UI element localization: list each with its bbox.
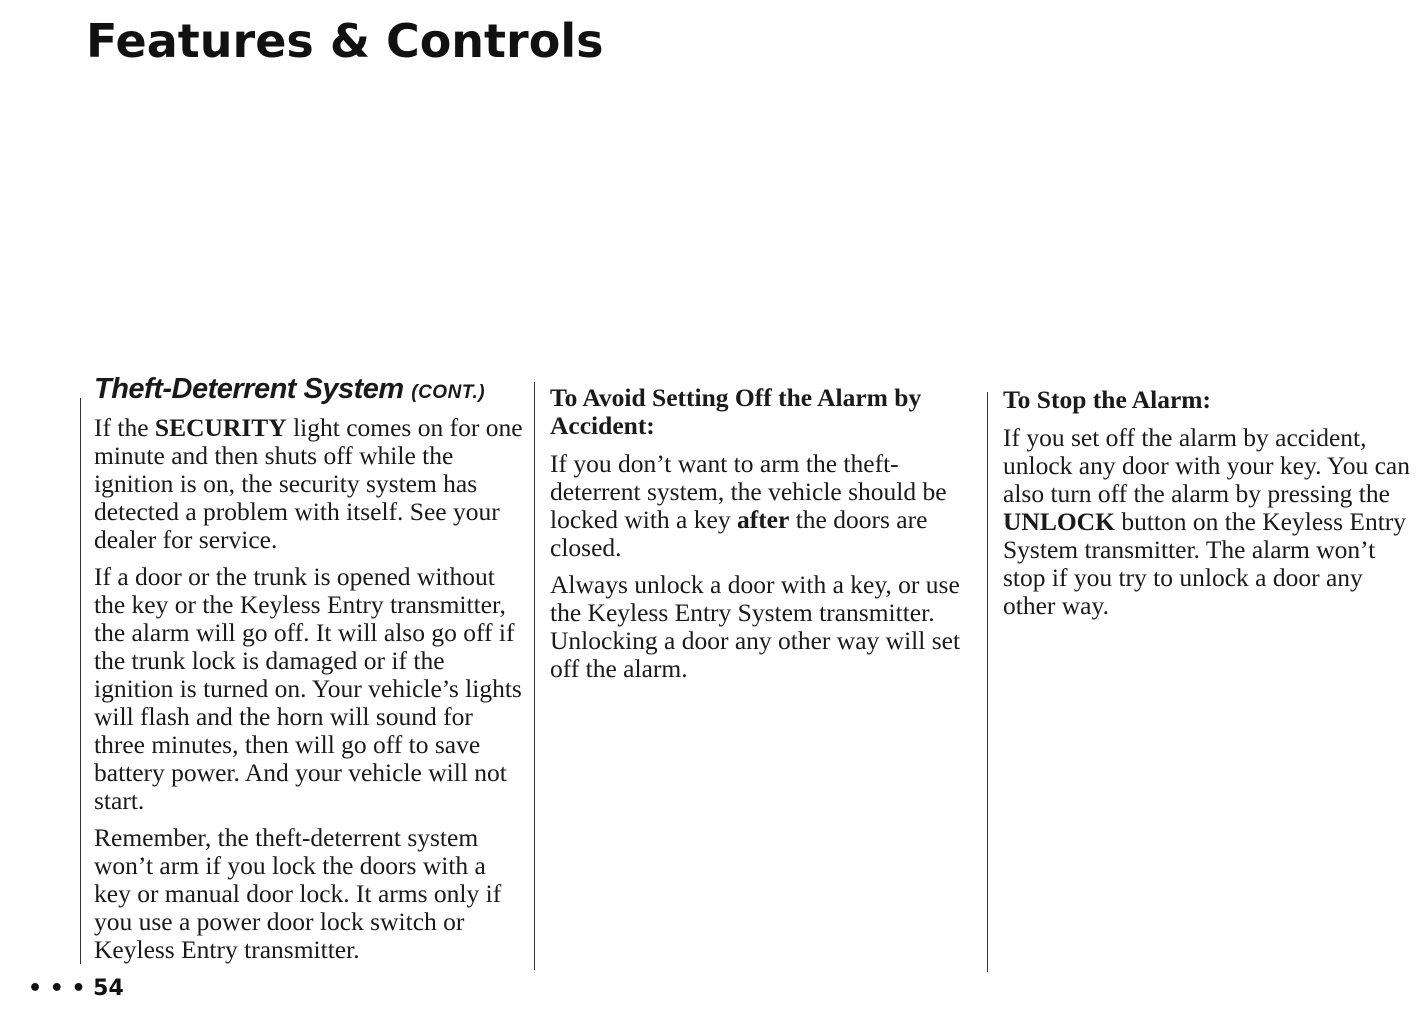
paragraph-alarm-triggers: If a door or the trunk is opened without the key or the Keyless Entry transmitter, the alarm will go off. It will also go off if the trunk lock is damaged or if the ignition is turned on. Your vehicle’s lights will flash and the horn will sound for three minutes, then will go off to save battery power. And your vehicle will not start. xyxy=(94,562,522,815)
subheading-avoid-alarm: To Avoid Setting Off the Alarm by Accident: xyxy=(550,383,922,440)
text-run: If the xyxy=(94,413,155,442)
text-run: If you don’t want to arm the theft-deterrent system, the vehicle should be locked with a key xyxy=(550,449,947,534)
paragraph-lock-with-key xyxy=(550,450,980,562)
column-theft-deterrent xyxy=(94,372,526,973)
column-divider-left xyxy=(80,398,81,964)
column-divider-right xyxy=(987,392,988,972)
text-run: light comes on for one minute and then shuts off while the ignition is on, the security system has detected a problem with itself. See your dealer for service. xyxy=(94,413,523,554)
paragraph-arming-note: Remember, the theft-deterrent system won’t arm if you lock the doors with a key or manual door lock. It arms only if you use a power door lock switch or Keyless Entry transmitter. xyxy=(94,823,502,964)
text-run: If you set off the alarm by accident, unlock any door with your key. You can also turn off the alarm by pressing the xyxy=(1003,423,1411,508)
column-title xyxy=(94,372,526,410)
security-term: SECURITY xyxy=(154,413,287,442)
paragraph-unlock-advice: Always unlock a door with a key, or use the Keyless Entry System transmitter. Unlocking a door any other way will set off the alarm. xyxy=(550,570,961,683)
column-divider-middle xyxy=(534,382,535,970)
paragraph-stop-alarm xyxy=(1003,424,1418,620)
paragraph-security-light xyxy=(94,414,526,554)
unlock-term: UNLOCK xyxy=(1003,507,1115,536)
text-run: button on the Keyless Entry System transmitter. The alarm won’t stop if you try to unlock a door any other way. xyxy=(1003,507,1407,620)
column-title-text: Theft-Deterrent System xyxy=(94,373,404,405)
after-term: after xyxy=(736,505,790,534)
column-stop-alarm xyxy=(1003,386,1418,629)
section-header: Features & Controls xyxy=(86,14,604,68)
text-run: the doors are closed. xyxy=(550,505,928,562)
page-number: • • • 54 xyxy=(28,976,124,1001)
column-avoid-alarm xyxy=(550,384,980,692)
subheading-stop-alarm: To Stop the Alarm: xyxy=(1003,385,1212,414)
continued-label: (CONT.) xyxy=(411,382,486,403)
